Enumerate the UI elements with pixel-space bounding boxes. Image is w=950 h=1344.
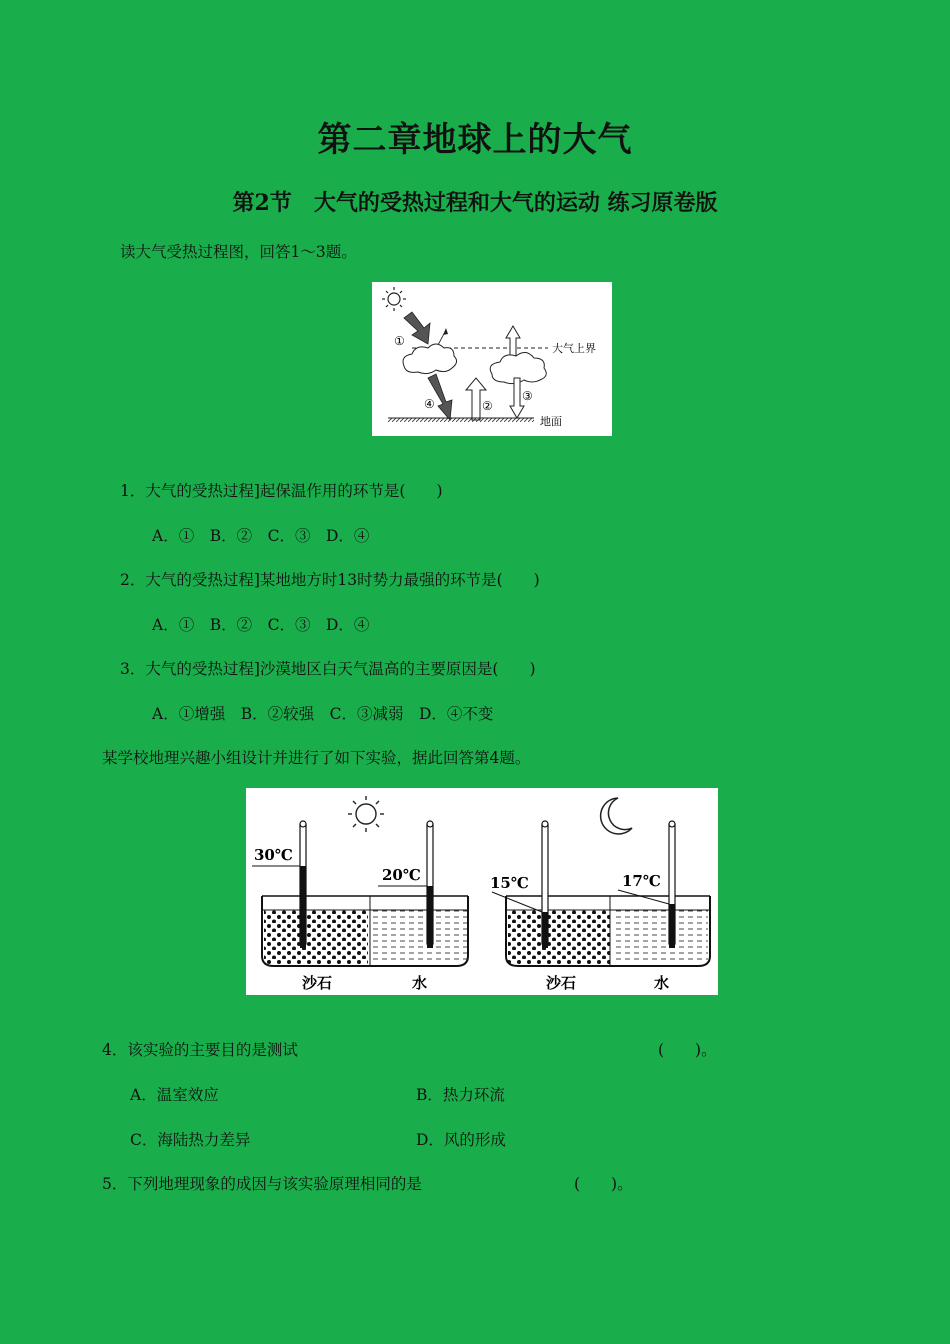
page-title: 第二章地球上的大气 (317, 120, 633, 160)
night-tank (490, 821, 710, 992)
label-water-night: 水 (654, 974, 670, 992)
temp-night-sand: 15℃ (490, 874, 529, 892)
svg-text:③: ③ (522, 389, 533, 403)
question-4-option-b: B．热力环流 (416, 1086, 505, 1104)
temp-day-water: 20℃ (382, 866, 421, 884)
question-2-options: A．① B．② C．③ D．④ (152, 616, 370, 634)
label-sand-night: 沙石 (546, 974, 577, 992)
sun-icon (348, 796, 384, 832)
experiment-figure (246, 788, 718, 995)
label-atmos-top: 大气上界 (552, 342, 596, 355)
question-1: 1．大气的受热过程]起保温作用的环节是( ) (120, 482, 443, 500)
question-3: 3．大气的受热过程]沙漠地区白天气温高的主要原因是( ) (120, 660, 536, 678)
temp-night-water: 17℃ (622, 872, 661, 890)
question-4-option-a: A．温室效应 (130, 1086, 219, 1104)
question-2: 2．大气的受热过程]某地地方时13时势力最强的环节是( ) (120, 571, 540, 589)
question-3-options: A．①增强 B．②较强 C．③减弱 D．④不变 (152, 705, 494, 723)
question-4: 4．该实验的主要目的是测试 (102, 1041, 298, 1059)
section-subtitle: 第2节 大气的受热过程和大气的运动 练习原卷版 (232, 190, 718, 216)
svg-text:②: ② (482, 399, 493, 413)
question-1-options: A．① B．② C．③ D．④ (152, 527, 370, 545)
svg-text:④: ④ (424, 397, 435, 411)
moon-icon (601, 798, 632, 834)
label-water-day: 水 (412, 974, 428, 992)
svg-text:①: ① (394, 334, 405, 348)
question-4-option-d: D．风的形成 (416, 1131, 506, 1149)
heating-process-figure (372, 282, 612, 436)
intro-q4: 某学校地理兴趣小组设计并进行了如下实验，据此回答第4题。 (102, 749, 531, 767)
question-5-paren: ( )。 (574, 1175, 633, 1193)
question-5: 5．下列地理现象的成因与该实验原理相同的是 (102, 1175, 422, 1193)
intro-q1-3: 读大气受热过程图，回答1～3题。 (120, 243, 357, 261)
sun-icon (382, 287, 406, 311)
label-sand-day: 沙石 (302, 974, 333, 992)
arrow-1 (404, 312, 430, 344)
question-4-option-c: C．海陆热力差异 (130, 1131, 251, 1149)
day-tank (252, 821, 468, 992)
label-ground: 地面 (540, 415, 562, 428)
temp-day-sand: 30℃ (254, 846, 293, 864)
question-4-paren: ( )。 (658, 1041, 717, 1059)
